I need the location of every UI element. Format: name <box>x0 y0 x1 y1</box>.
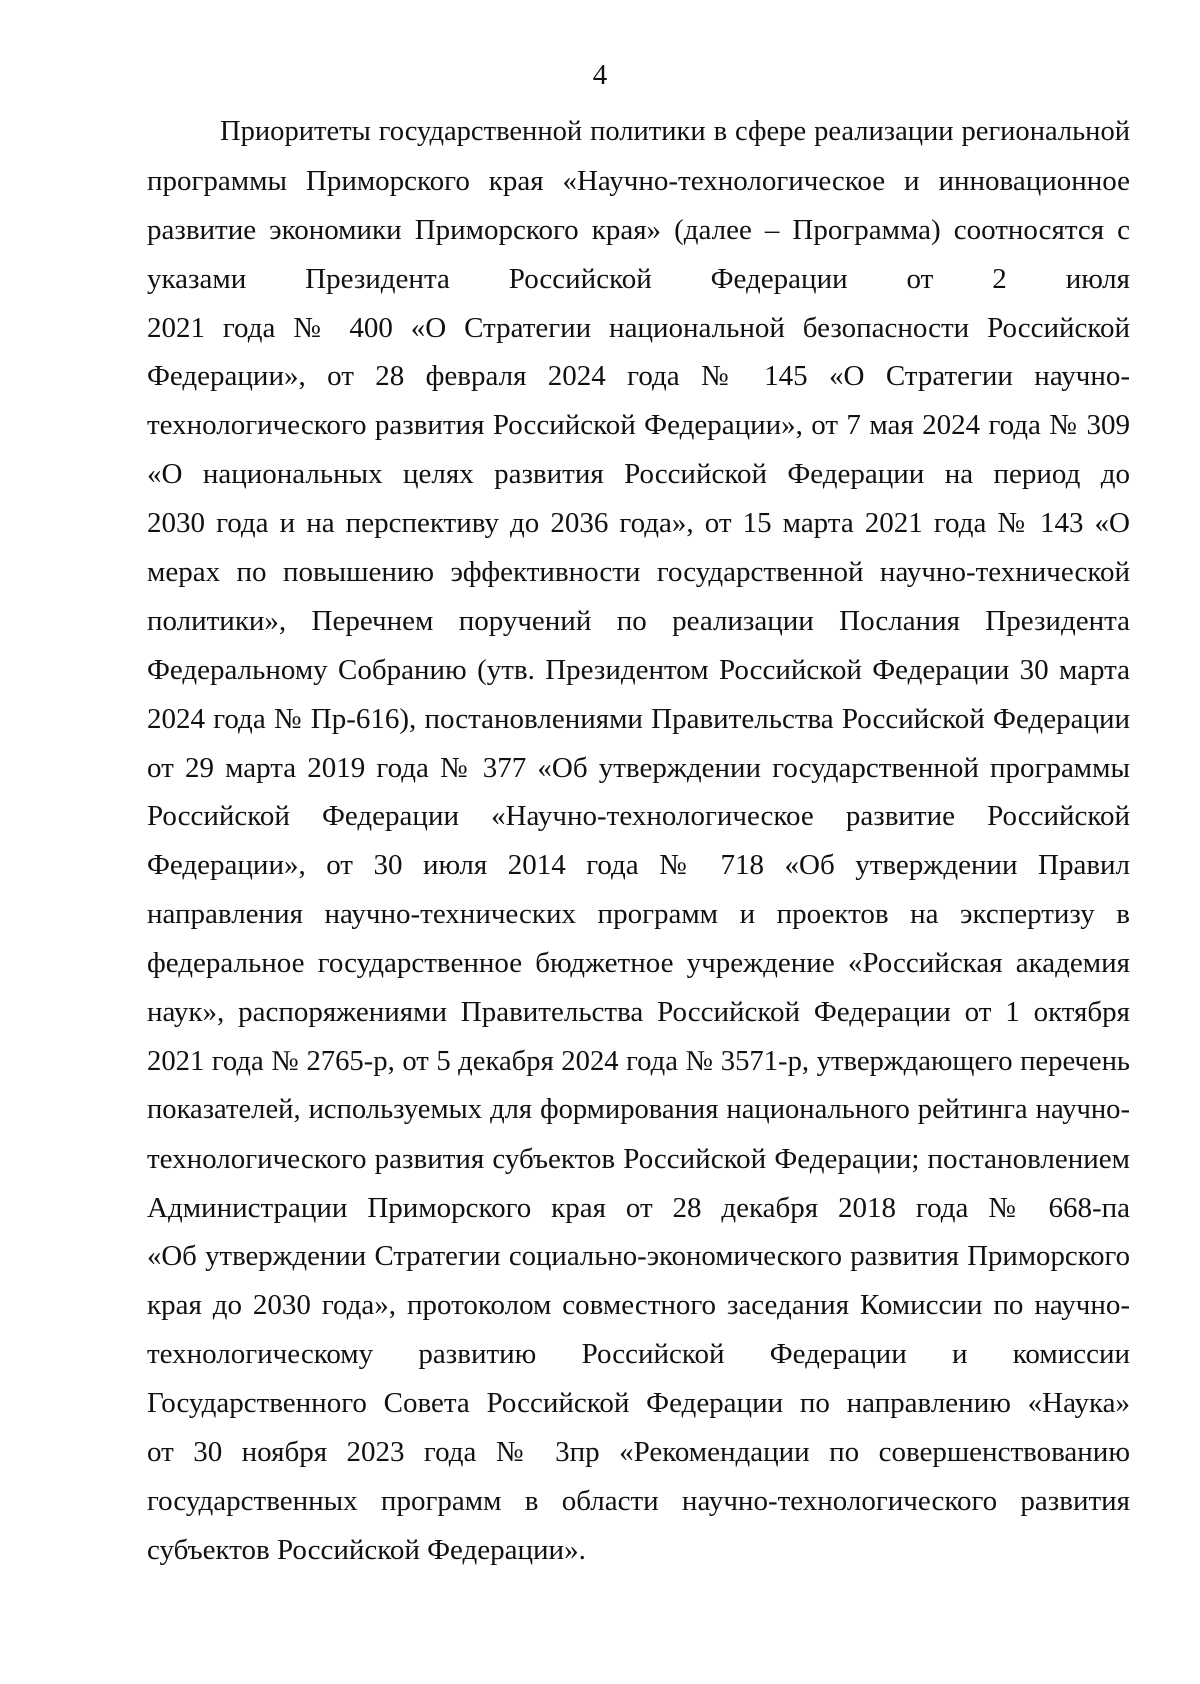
text-line: 2021 года № 2765-р, от 5 декабря 2024 года № 3571-р, утверждающего перечень <box>147 1044 1130 1077</box>
text-line: Администрации Приморского края от 28 декабря 2018 года № 668-па <box>147 1191 1130 1224</box>
text-line: субъектов Российской Федерации». <box>147 1533 586 1566</box>
text-line: Федерации», от 30 июля 2014 года № 718 «Об утверждении Правил <box>147 849 1130 882</box>
text-line: Государственного Совета Российской Федерации по направлению «Наука» <box>147 1387 1130 1420</box>
text-line: 2021 года № 400 «О Стратегии национальной безопасности Российской <box>147 311 1130 344</box>
text-line: федеральное государственное бюджетное учреждение «Российская академия <box>147 947 1130 980</box>
text-line: 2030 года и на перспективу до 2036 года», от 15 марта 2021 года № 143 «О <box>147 507 1130 540</box>
text-line: мерах по повышению эффективности государственной научно-технической <box>147 556 1130 589</box>
text-line: края до 2030 года», протоколом совместного заседания Комиссии по научно- <box>147 1289 1130 1322</box>
text-line: технологическому развитию Российской Федерации и комиссии <box>147 1338 1130 1371</box>
text-line: Приоритеты государственной политики в сфере реализации региональной <box>220 116 1130 147</box>
text-line: направления научно-технических программ и проектов на экспертизу в <box>147 898 1130 931</box>
text-line: от 30 ноября 2023 года № 3пр «Рекомендации по совершенствованию <box>147 1436 1130 1469</box>
text-line: от 29 марта 2019 года № 377 «Об утверждении государственной программы <box>147 751 1130 784</box>
text-line: наук», распоряжениями Правительства Российской Федерации от 1 октября <box>147 996 1130 1029</box>
text-line: технологического развития Российской Федерации», от 7 мая 2024 года № 309 <box>147 409 1130 442</box>
text-line: указами Президента Российской Федерации от 2 июля <box>147 262 1130 295</box>
text-line: «О национальных целях развития Российской Федерации на период до <box>147 458 1130 491</box>
text-line: показателей, используемых для формирования национального рейтинга научно- <box>147 1093 1130 1125</box>
text-line: Федерации», от 28 февраля 2024 года № 145 «О Стратегии научно- <box>147 360 1130 393</box>
text-line: государственных программ в области научно-технологического развития <box>147 1484 1130 1517</box>
text-line: «Об утверждении Стратегии социально-экономического развития Приморского <box>147 1240 1130 1273</box>
text-line: технологического развития субъектов Российской Федерации; постановлением <box>147 1142 1130 1175</box>
text-line: Федеральному Собранию (утв. Президентом Российской Федерации 30 марта <box>147 653 1130 686</box>
text-line: развитие экономики Приморского края» (далее – Программа) соотносятся с <box>147 213 1130 246</box>
text-line: программы Приморского края «Научно-технологическое и инновационное <box>147 164 1130 197</box>
text-line: политики», Перечнем поручений по реализации Послания Президента <box>147 604 1130 637</box>
text-line: 2024 года № Пр-616), постановлениями Правительства Российской Федерации <box>147 702 1130 735</box>
body-paragraph <box>147 108 1130 1575</box>
page-number: 4 <box>592 59 608 91</box>
text-line: Российской Федерации «Научно-технологическое развитие Российской <box>147 800 1130 833</box>
